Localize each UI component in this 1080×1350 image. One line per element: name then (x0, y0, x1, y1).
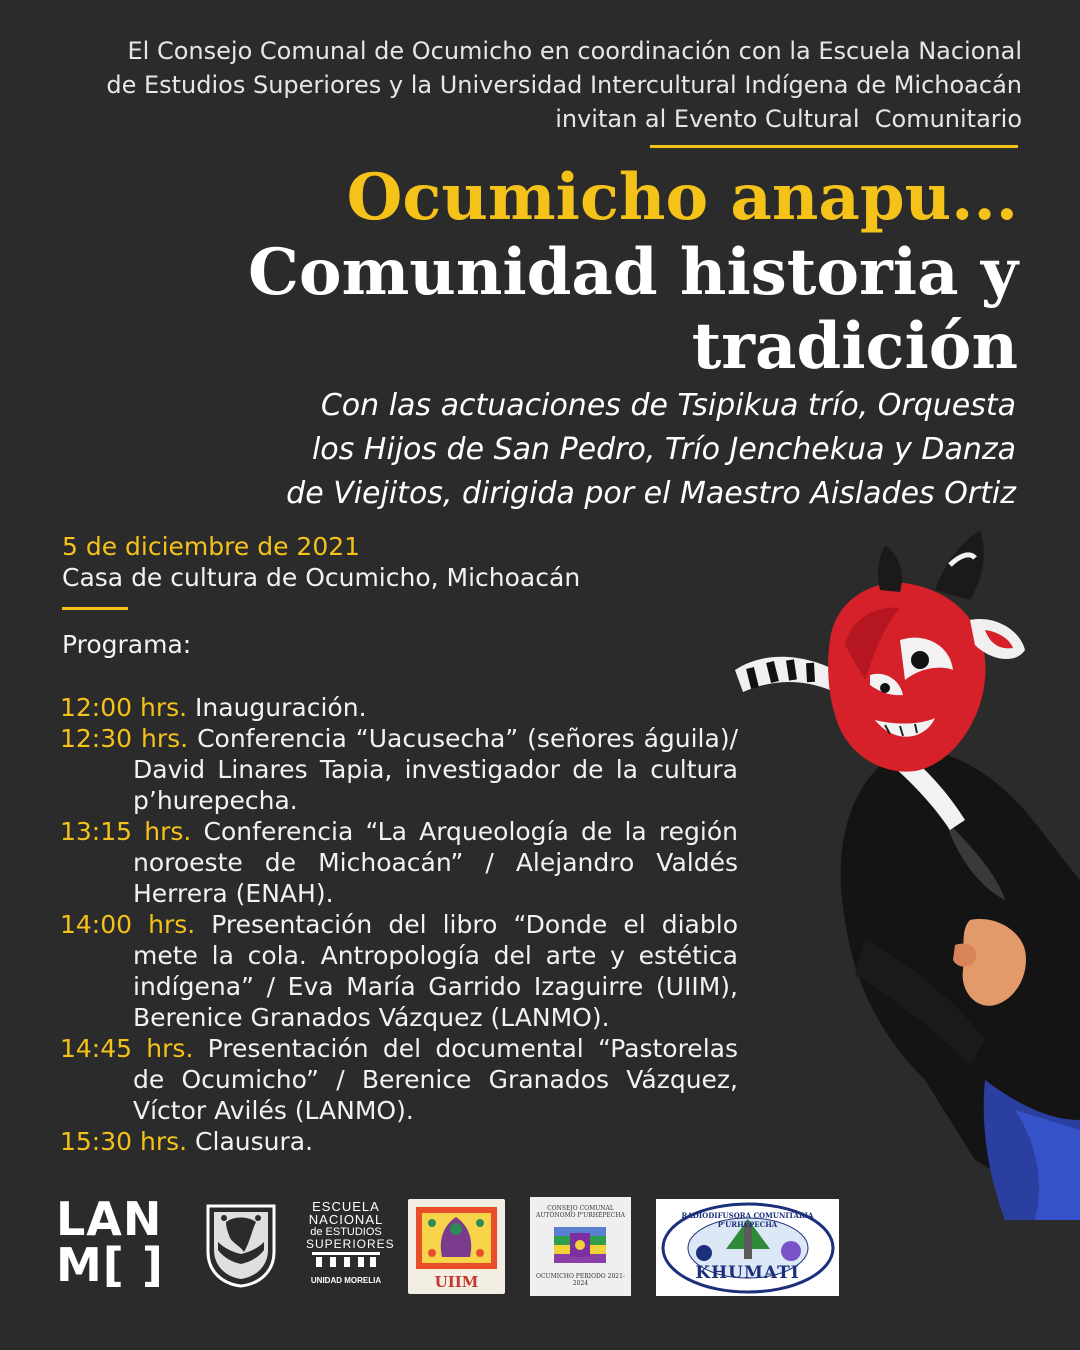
radio-khumati-logo (656, 1199, 839, 1296)
devil-figure-illustration (735, 520, 1080, 1220)
title-line-3: tradición (691, 309, 1018, 384)
intro-line-3: invitan al Evento Cultural Comunitario (555, 105, 1022, 133)
program-schedule (60, 692, 738, 1157)
program-heading: Programa: (62, 630, 192, 659)
divider-gold (650, 145, 1018, 148)
schedule-time: 14:45 hrs. (60, 1034, 194, 1063)
schedule-item (60, 692, 738, 723)
schedule-text: Inauguración. (195, 693, 367, 722)
schedule-item (60, 723, 738, 816)
event-title (58, 160, 1018, 384)
schedule-text: Presentación del libro “Donde el diablo mete la cola. Antropología del arte y estética indígena” / Eva María Garrido Izaguirre (UIIM), Berenice Granados Vázquez (LANMO). (133, 910, 738, 1032)
schedule-time: 13:15 hrs. (60, 817, 192, 846)
enes-morelia-logo (306, 1199, 395, 1292)
lanmo-logo (56, 1192, 176, 1296)
schedule-time: 15:30 hrs. (60, 1127, 188, 1156)
lanmo-logo-bottom: M[ ] (56, 1238, 164, 1292)
schedule-item (60, 909, 738, 1033)
schedule-time: 12:00 hrs. (60, 693, 188, 722)
schedule-item (60, 816, 738, 909)
enes-line-4: SUPERIORES (306, 1237, 395, 1251)
subtitle-line-1: Con las actuaciones de Tsipikua trío, Orquesta (320, 388, 1016, 423)
uiim-label: UIIM (434, 1273, 479, 1291)
subtitle-line-2: los Hijos de San Pedro, Trío Jenchekua y Danza (311, 432, 1016, 467)
consejo-comunal-logo (530, 1197, 631, 1296)
schedule-text: Clausura. (195, 1127, 314, 1156)
schedule-text: Conferencia “Uacusecha” (señores águila)/ David Linares Tapia, investigador de la cultura p’hurepecha. (133, 724, 738, 815)
radio-arc-text: RADIODIFUSORA COMUNITARIA P'URHÉPECHA (681, 1211, 814, 1229)
schedule-item (60, 1126, 738, 1157)
enes-line-1: ESCUELA (312, 1199, 380, 1214)
consejo-top-text: CONSEJO COMUNAL AUTÓNOMO P'URHÉPECHA (536, 1205, 625, 1219)
schedule-time: 14:00 hrs. (60, 910, 196, 939)
intro-paragraph (22, 34, 1022, 136)
consejo-bottom-text: OCUMICHO PERIODO 2021-2024 (536, 1273, 625, 1287)
enes-line-2: NACIONAL (308, 1212, 384, 1227)
radio-name-text: KHUMATI (695, 1263, 800, 1283)
divider-short (62, 607, 128, 610)
columns-icon (310, 1251, 382, 1269)
uiim-logo (408, 1199, 505, 1294)
enes-bottom: UNIDAD MORELIA (310, 1276, 382, 1285)
unam-seal-logo (204, 1202, 278, 1288)
schedule-item (60, 1033, 738, 1126)
schedule-text: Conferencia “La Arqueología de la región noroeste de Michoacán” / Alejandro Valdés Herrera (ENAH). (133, 817, 738, 908)
event-date: 5 de diciembre de 2021 (62, 532, 361, 561)
lanmo-logo-top: LAN (56, 1192, 163, 1246)
enes-line-3: de ESTUDIOS (310, 1226, 382, 1238)
performers-subtitle (136, 384, 1016, 516)
subtitle-line-3: de Viejitos, dirigida por el Maestro Aislades Ortiz (286, 476, 1016, 511)
intro-line-2: de Estudios Superiores y la Universidad Intercultural Indígena de Michoacán (106, 71, 1022, 99)
event-place: Casa de cultura de Ocumicho, Michoacán (62, 563, 581, 592)
intro-line-1: El Consejo Comunal de Ocumicho en coordinación con la Escuela Nacional (127, 37, 1022, 65)
title-line-1: Ocumicho anapu... (346, 160, 1018, 235)
schedule-time: 12:30 hrs. (60, 724, 189, 753)
title-line-2: Comunidad historia y (247, 235, 1018, 310)
schedule-text: Presentación del documental “Pastorelas de Ocumicho” / Berenice Granados Vázquez, Víctor Avilés (LANMO). (133, 1034, 738, 1125)
